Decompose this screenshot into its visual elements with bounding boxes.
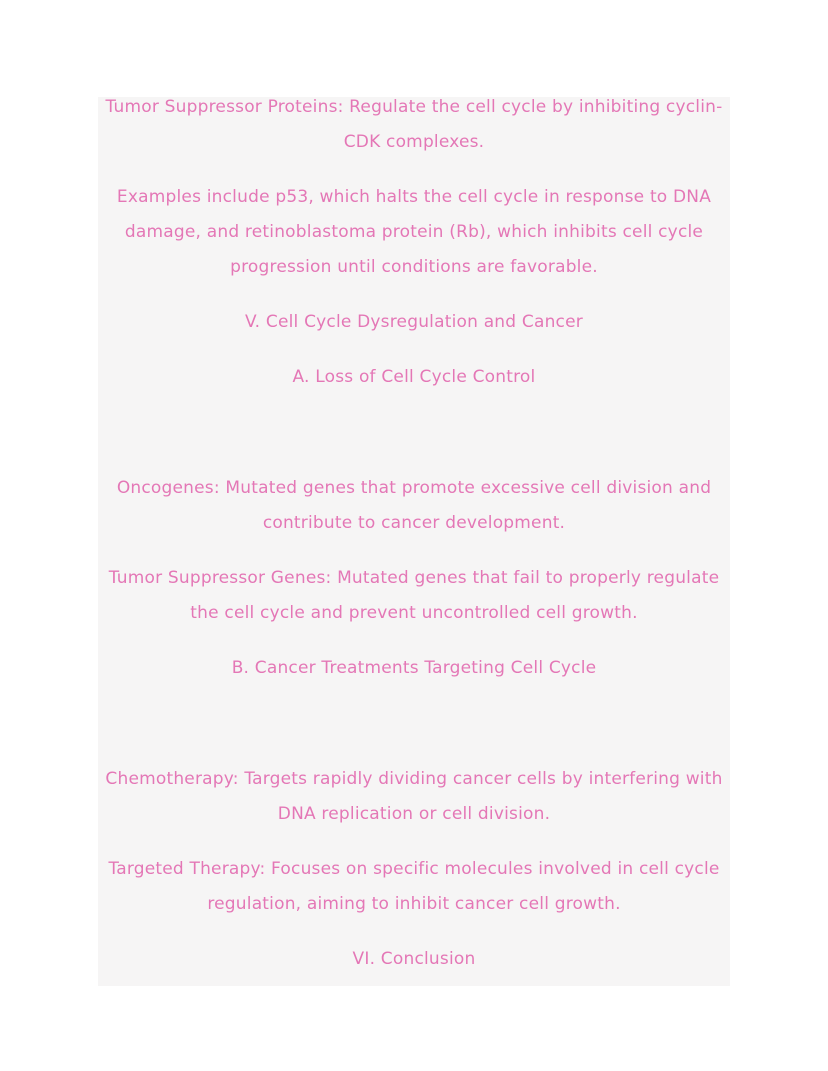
- paragraph-chemotherapy: Chemotherapy: Targets rapidly dividing cancer cells by interfering with DNA replication or cell division.: [105, 769, 723, 824]
- heading-subsection-a: A. Loss of Cell Cycle Control: [292, 367, 536, 387]
- paragraph-targeted-therapy: Targeted Therapy: Focuses on specific molecules involved in cell cycle regulation, aiming to inhibit cancer cell growth.: [108, 859, 720, 914]
- paragraph-tumor-suppressor-genes: Tumor Suppressor Genes: Mutated genes that fail to properly regulate the cell cycle and prevent uncontrolled cell growth.: [108, 568, 720, 623]
- paragraph-tumor-suppressor-proteins: Tumor Suppressor Proteins: Regulate the cell cycle by inhibiting cyclin-CDK complexes.: [105, 97, 723, 152]
- heading-section-v: V. Cell Cycle Dysregulation and Cancer: [245, 312, 583, 332]
- document-page: [98, 97, 730, 986]
- paragraph-examples-p53-rb: Examples include p53, which halts the cell cycle in response to DNA damage, and retinoblastoma protein (Rb), which inhibits cell cycle progression until conditions are favorable.: [116, 187, 712, 277]
- heading-subsection-b: B. Cancer Treatments Targeting Cell Cycle: [231, 658, 597, 678]
- paragraph-oncogenes: Oncogenes: Mutated genes that promote excessive cell division and contribute to cancer development.: [116, 478, 712, 533]
- heading-section-vi: VI. Conclusion: [352, 949, 476, 969]
